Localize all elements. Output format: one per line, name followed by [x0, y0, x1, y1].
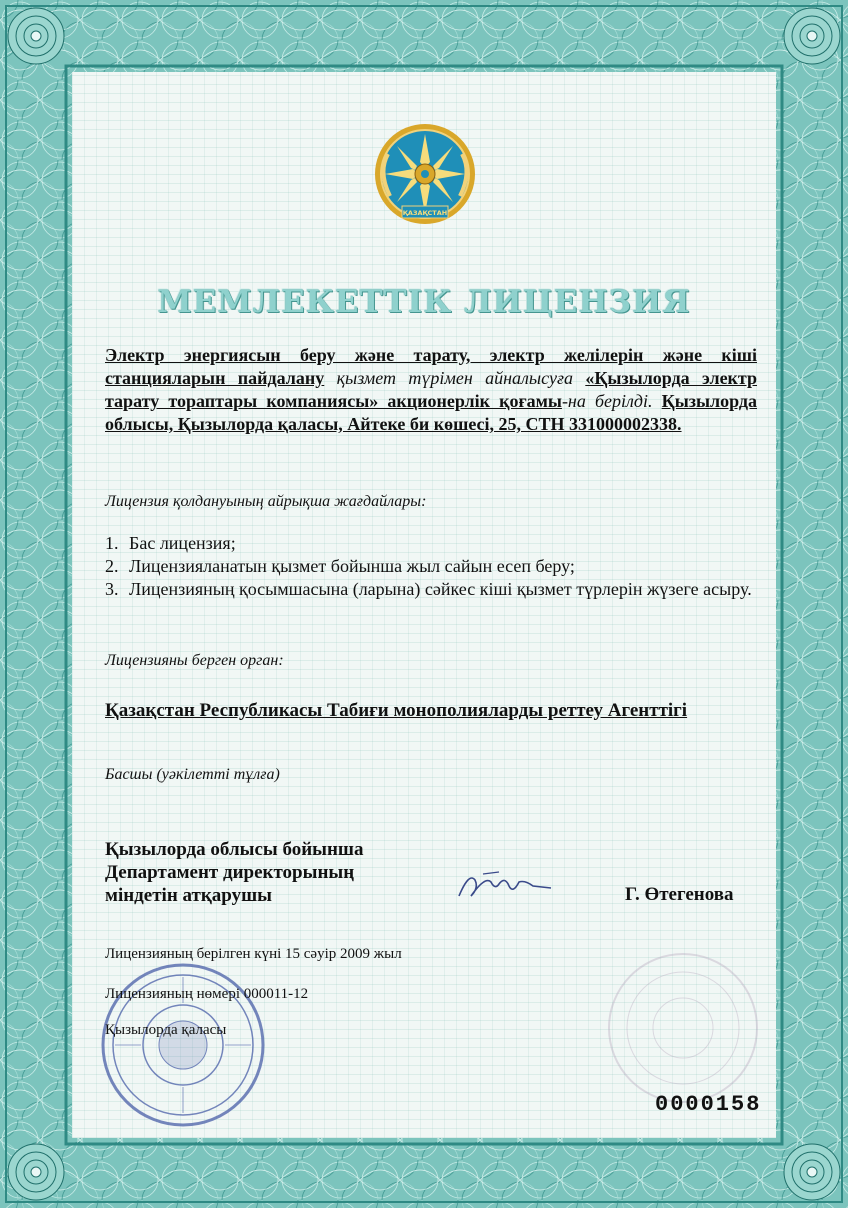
issue-city: Қызылорда қаласы: [105, 1022, 227, 1038]
official-title-line: Департамент директорының: [105, 862, 355, 883]
signature-icon: [455, 866, 555, 906]
company-name: «Қызылорда электр тарату тораптары компаниясы» акционерлік қоғамы: [105, 368, 758, 411]
license-paragraph: [105, 344, 757, 436]
serial-number: 0000158: [655, 1092, 762, 1117]
list-item-text: Лицензияның қосымшасына (ларына) сәйкес кіші қызмет түрлерін жүзеге асыру.: [129, 579, 752, 599]
head-label: Басшы (уәкілетті тұлға): [105, 766, 280, 783]
list-item: [105, 532, 757, 555]
official-title: [105, 838, 363, 907]
issued-to-suffix: -на берілді.: [561, 391, 653, 411]
conditions-label: Лицензия қолдануының айрықша жағдайлары:: [105, 493, 427, 510]
list-item: [105, 555, 757, 578]
state-emblem-icon: [370, 122, 480, 228]
list-item-text: Бас лицензия;: [129, 533, 236, 553]
document-title: МЕМЛЕКЕТТІК ЛИЦЕНЗИЯ: [157, 284, 691, 320]
activity-text: Электр энергиясын беру және тарату, электр желілерін және кіші станцияларын пайдалану: [105, 345, 757, 388]
official-title-line: міндетін атқарушы: [105, 885, 273, 906]
list-item-number: 1.: [105, 533, 119, 553]
list-item: [105, 578, 757, 601]
official-name: Г. Өтегенова: [625, 884, 734, 905]
faded-seal-icon: [598, 948, 768, 1108]
license-number: Лицензияның нөмері 000011-12: [105, 986, 309, 1002]
company-address: Қызылорда облысы, Қызылорда қаласы, Айтеке би көшесі, 25, СТН 331000002338.: [105, 391, 758, 434]
issue-date: Лицензияның берілген күні 15 сәуір 2009 жыл: [105, 946, 402, 962]
activity-suffix: қызмет түрімен айналысуға: [336, 368, 573, 388]
list-item-number: 3.: [105, 579, 119, 599]
conditions-list: [105, 532, 757, 601]
issuing-authority: Қазақстан Республикасы Табиғи монополияларды реттеу Агенттігі: [105, 700, 688, 721]
official-title-line: Қызылорда облысы бойынша: [105, 839, 364, 860]
list-item-text: Лицензияланатын қызмет бойынша жыл сайын есеп беру;: [129, 556, 575, 576]
emblem-text: ҚАЗАҚСТАН: [402, 209, 448, 217]
list-item-number: 2.: [105, 556, 119, 576]
issuer-label: Лицензияны берген орган:: [105, 652, 284, 669]
